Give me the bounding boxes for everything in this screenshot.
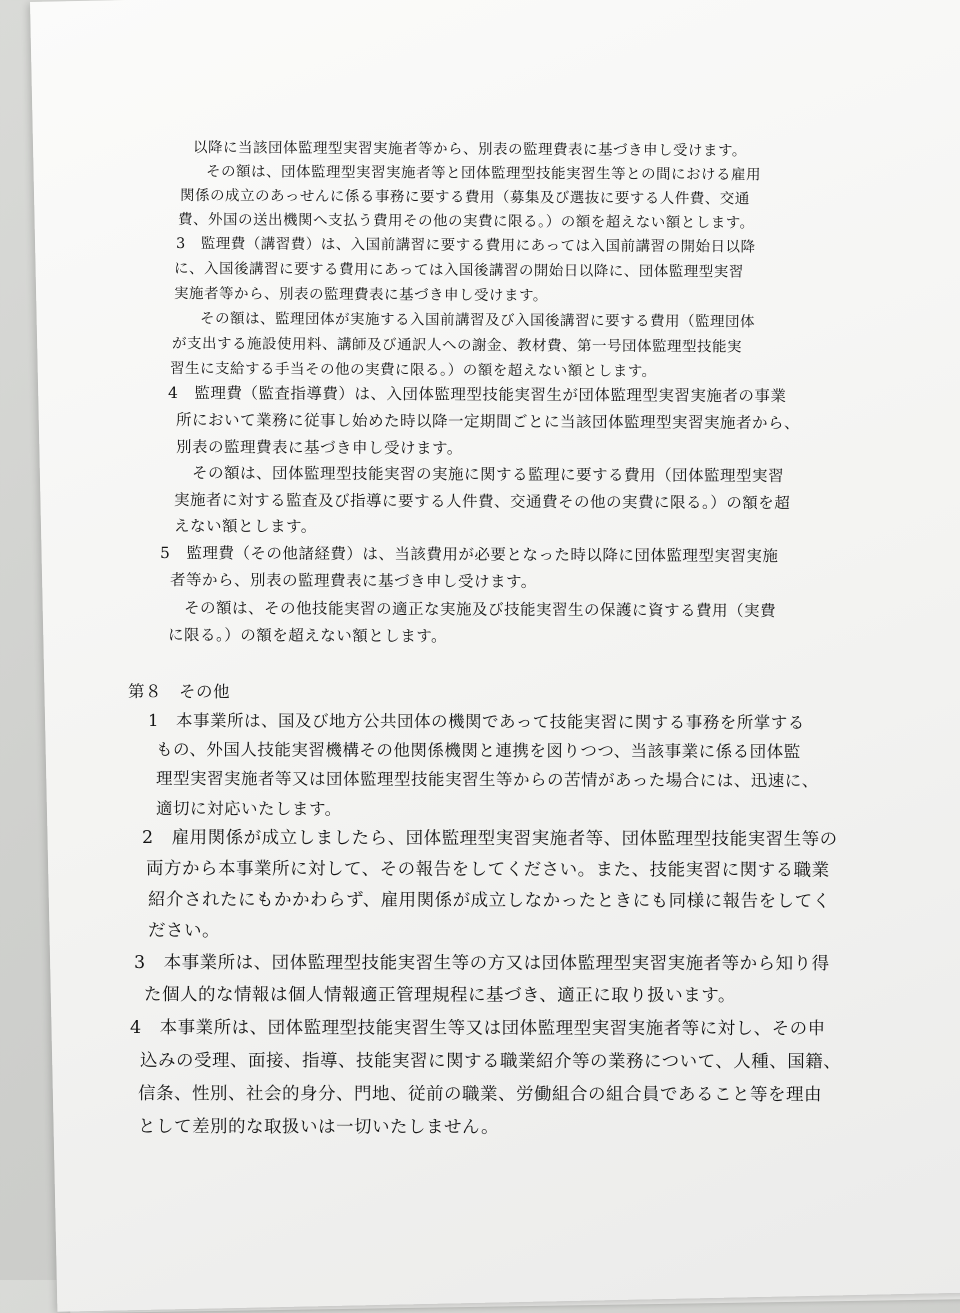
text-line: 3 本事業所は、団体監理型技能実習生等の方又は団体監理型実習実施者等から知り得 [133,953,830,975]
text-line: 理型実習実施者等又は団体監理型技能実習生等からの苦情があった場合には、迅速に、 [155,769,819,791]
text-line: が支出する施設使用料、講師及び通訳人への謝金、教材費、第一号団体監理型技能実 [171,336,743,356]
text-line: 信条、性別、社会的身分、門地、従前の職業、労働組合の組合員であること等を理由 [137,1084,823,1106]
text-line: 以降に当該団体監理型実習実施者等から、別表の監理費表に基づき申し受けます。 [192,140,747,160]
text-line: 4 本事業所は、団体監理型技能実習生等又は団体監理型実習実施者等に対し、その申 [129,1018,826,1040]
text-line: に、入国後講習に要する費用にあっては入国後講習の開始日以降に、団体監理型実習 [173,261,744,281]
text-line: として差別的な取扱いは一切いたしません。 [137,1117,500,1138]
text-line: 費、外国の送出機関へ支払う費用その他の実費に限る。）の額を超えない額とします。 [177,212,755,232]
text-line: その額は、団体監理型実習実施者等と団体監理型技能実習生等との間における雇用 [205,164,762,184]
text-line: 5 監理費（その他諸経費）は、当該費用が必要となった時以降に団体監理型実習実施 [159,544,779,566]
text-line: 込みの受理、面接、指導、技能実習に関する職業紹介等の業務について、人種、国籍、 [139,1051,842,1073]
text-line: に限る。）の額を超えない額とします。 [167,626,448,646]
text-line: その額は、団体監理型技能実習の実施に関する監理に要する費用（団体監理型実習 [191,464,785,486]
text-line: 適切に対応いたします。 [155,799,342,819]
text-line: えない額とします。 [173,517,317,536]
text-line: ださい。 [147,921,221,942]
text-line: もの、外国人技能実習機構その他関係機関と連携を図りつつ、当該事業に係る団体監 [155,740,801,762]
text-line: た個人的な情報は個人情報適正管理規程に基づき、適正に取り扱います。 [143,985,736,1007]
text-line: その額は、監理団体が実施する入国前講習及び入国後講習に要する費用（監理団体 [199,311,756,331]
text-line: その額は、その他技能実習の適正な実施及び技能実習生の保護に資する費用（実費 [183,599,777,621]
text-line: 実施者に対する監査及び指導に要する人件費、交通費その他の実費に限る。）の額を超 [173,491,791,513]
text-line: 実施者等から、別表の監理費表に基づき申し受けます。 [173,286,548,305]
text-line: 両方から本事業所に対して、その報告をしてください。また、技能実習に関する職業 [145,859,830,881]
section-heading: 第８ その他 [127,682,231,702]
text-line: 4 監理費（監査指導費）は、入団体監理型技能実習生が団体監理型実習実施者の事業 [167,384,787,406]
text-line: 者等から、別表の監理費表に基づき申し受けます。 [169,571,537,591]
text-line: 紹介されたにもかかわらず、雇用関係が成立しなかったときにも同様に報告をしてく [147,890,831,912]
text-line: 習生に支給する手当その他の実費に限る。）の額を超えない額とします。 [169,361,657,380]
text-line: 所において業務に従事し始めた時以降一定期間ごとに当該団体監理型実習実施者から、 [175,411,801,433]
text-line: 1 本事業所は、国及び地方公共団体の機関であって技能実習に関する事務を所掌する [147,711,805,733]
text-line: 関係の成立のあっせんに係る事務に要する費用（募集及び選抜に要する人件費、交通 [179,188,750,208]
text-line: 2 雇用関係が成立しましたら、団体監理型実習実施者等、団体監理型技能実習生等の [141,828,838,850]
text-line: 3 監理費（講習費）は、入国前講習に要する費用にあっては入国前講習の開始日以降 [175,236,756,256]
text-line: 別表の監理費表に基づき申し受けます。 [175,438,463,458]
